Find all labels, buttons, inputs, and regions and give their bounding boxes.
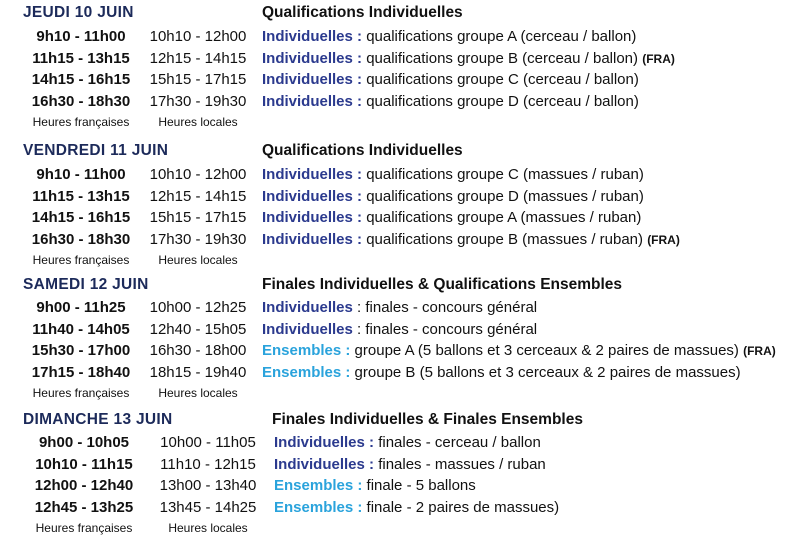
french-time: 9h00 - 11h25 [36,299,126,316]
event-text: finale - 2 paires de massues) [362,498,560,516]
event-category: Individuelles : [262,209,363,226]
event-category: Individuelles : [262,49,363,67]
local-time: 10h10 - 12h00 [149,28,247,45]
event-category: Individuelles : [274,434,375,451]
local-time: 12h15 - 14h15 [149,187,247,205]
schedule-row [0,93,810,113]
event-category: Individuelles : [262,92,363,110]
section-title: Finales Individuelles & Qualifications Ensembles [262,276,623,293]
event-description [262,299,537,316]
event-text: qualifications groupe D (massues / ruban) [362,187,644,205]
local-time: 12h40 - 15h05 [149,320,247,338]
event-text: finale - 5 ballons [362,477,476,494]
french-time: 14h15 - 16h15 [31,209,131,226]
french-time: 12h45 - 13h25 [34,498,134,516]
event-description [262,231,680,248]
french-time: 14h15 - 16h15 [31,71,131,88]
event-text: qualifications groupe B (massues / ruban) [362,230,644,248]
schedule-row [0,188,810,208]
french-time: 9h10 - 11h00 [36,166,126,183]
schedule-row [0,321,810,341]
day-heading: SAMEDI 12 JUIN [23,276,149,293]
french-time: 11h15 - 13h15 [32,49,130,67]
french-time: 10h10 - 11h15 [35,455,133,473]
day-heading: VENDREDI 11 JUIN [23,142,169,159]
legend-local-hours: Heures locales [168,521,248,535]
event-category: Ensembles : [274,498,363,516]
event-description [262,188,644,205]
event-description [262,321,537,338]
event-text: groupe B (5 ballons et 3 cerceaux & 2 paires de massues) [350,363,741,381]
event-description [274,499,559,516]
legend-french-hours: Heures françaises [32,386,130,400]
french-time: 17h15 - 18h40 [31,363,131,381]
event-category: Individuelles [262,299,353,316]
french-time: 15h30 - 17h00 [31,342,131,359]
schedule-row [0,342,810,362]
event-category: Ensembles : [274,477,363,494]
section-title: Qualifications Individuelles [262,4,463,21]
local-time: 18h15 - 19h40 [149,363,247,381]
event-text: finales - massues / ruban [374,455,546,473]
event-description [262,71,639,88]
event-category: Ensembles : [262,342,351,359]
day-heading: JEUDI 10 JUIN [23,4,134,21]
fra-badge: (FRA) [647,232,680,247]
section-title: Qualifications Individuelles [262,142,463,159]
legend-local-hours: Heures locales [158,115,238,129]
local-time: 12h15 - 14h15 [149,49,247,67]
french-time: 9h00 - 10h05 [38,434,130,451]
legend-french-hours: Heures françaises [32,115,130,129]
local-time: 13h00 - 13h40 [159,477,257,494]
legend-french-hours: Heures françaises [32,253,130,267]
schedule-row [0,364,810,384]
schedule-row [0,456,810,476]
event-category: Individuelles [262,320,353,338]
french-time: 16h30 - 18h30 [31,230,131,248]
schedule-row [0,299,810,319]
local-time: 16h30 - 18h00 [149,342,247,359]
event-description [262,364,741,381]
event-text: : finales - concours général [352,320,538,338]
local-time: 10h00 - 12h25 [149,299,247,316]
schedule-row [0,50,810,70]
event-text: qualifications groupe B (cerceau / ballon) [362,49,639,67]
schedule-row [0,166,810,186]
section-title: Finales Individuelles & Finales Ensembles [272,411,583,428]
event-description [262,166,644,183]
local-time: 17h30 - 19h30 [149,230,247,248]
event-text: : finales - concours général [352,299,538,316]
event-description [262,342,776,359]
schedule-row [0,499,810,519]
legend-local-hours: Heures locales [158,386,238,400]
local-time: 15h15 - 17h15 [149,209,247,226]
fra-badge: (FRA) [642,51,675,66]
local-time: 13h45 - 14h25 [159,498,257,516]
local-time: 10h00 - 11h05 [160,434,256,451]
schedule-row [0,434,810,454]
legend-local-hours: Heures locales [158,253,238,267]
event-category: Individuelles : [262,187,363,205]
event-text: finales - cerceau / ballon [374,434,541,451]
schedule-row [0,209,810,229]
event-description [274,477,476,494]
event-description [262,93,639,110]
event-description [274,456,546,473]
french-time: 11h15 - 13h15 [32,187,130,205]
schedule-row [0,477,810,497]
event-category: Individuelles : [274,455,375,473]
event-category: Individuelles : [262,71,363,88]
local-time: 10h10 - 12h00 [149,166,247,183]
local-time: 11h10 - 12h15 [160,455,256,473]
french-time: 9h10 - 11h00 [36,28,126,45]
schedule-row [0,28,810,48]
french-time: 11h40 - 14h05 [32,320,130,338]
fra-badge: (FRA) [743,344,776,358]
schedule-row [0,71,810,91]
legend-french-hours: Heures françaises [35,521,133,535]
event-description [262,209,641,226]
event-description [262,50,675,67]
event-text: qualifications groupe C (massues / ruban) [362,166,644,183]
event-category: Individuelles : [262,28,363,45]
day-heading: DIMANCHE 13 JUIN [23,411,173,428]
event-category: Individuelles : [262,230,363,248]
local-time: 17h30 - 19h30 [149,92,247,110]
event-description [274,434,541,451]
schedule-row [0,231,810,251]
event-text: qualifications groupe A (massues / ruban) [362,209,642,226]
event-category: Ensembles : [262,363,351,381]
event-text: groupe A (5 ballons et 3 cerceaux & 2 paires de massues) [350,342,739,359]
event-text: qualifications groupe A (cerceau / ballon) [362,28,637,45]
french-time: 16h30 - 18h30 [31,92,131,110]
event-description [262,28,636,45]
local-time: 15h15 - 17h15 [149,71,247,88]
event-text: qualifications groupe C (cerceau / ballon) [362,71,639,88]
event-text: qualifications groupe D (cerceau / ballon) [362,92,639,110]
french-time: 12h00 - 12h40 [34,477,134,494]
event-category: Individuelles : [262,166,363,183]
